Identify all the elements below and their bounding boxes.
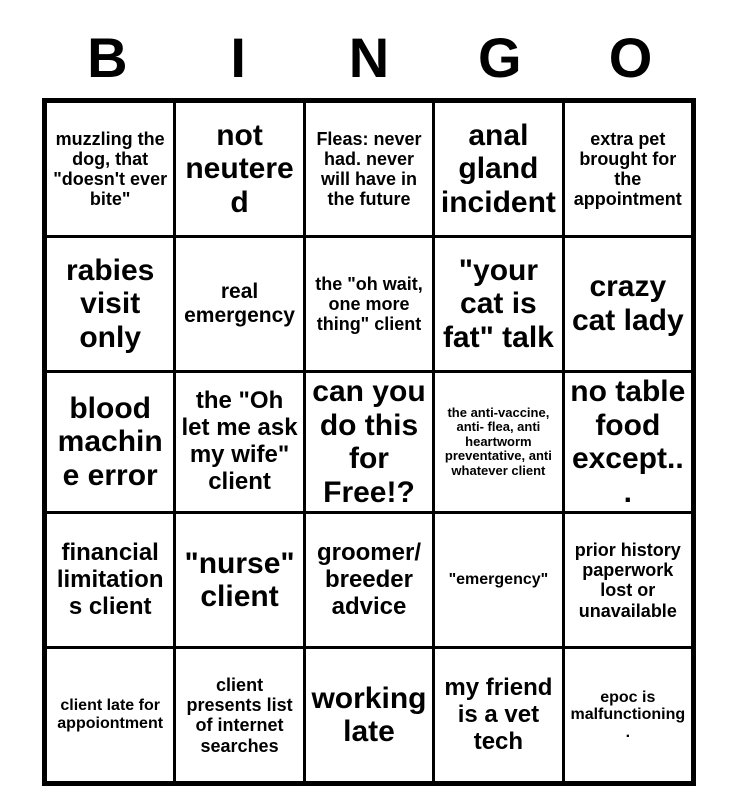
- header-letter-n: N: [348, 26, 390, 89]
- bingo-cell-text: "your cat is fat" talk: [442, 253, 554, 354]
- bingo-cell[interactable]: [45, 372, 175, 513]
- bingo-row: [45, 372, 694, 513]
- bingo-cell[interactable]: [304, 513, 433, 648]
- bingo-cell-text: not neutered: [185, 118, 294, 219]
- bingo-row: [45, 648, 694, 784]
- header-letter-b: B: [87, 26, 128, 89]
- bingo-cell[interactable]: [175, 237, 304, 372]
- bingo-cell-text: extra pet brought for the appointment: [573, 128, 682, 210]
- bingo-cell[interactable]: [45, 237, 175, 372]
- bingo-cell-text: prior history paperwork lost or unavailable: [574, 540, 681, 621]
- bingo-cell-text: real emergency: [184, 280, 295, 327]
- bingo-cell-text: "emergency": [448, 571, 549, 589]
- bingo-cell[interactable]: [563, 372, 693, 513]
- bingo-cell[interactable]: [434, 237, 563, 372]
- bingo-row: [45, 101, 694, 237]
- bingo-cell[interactable]: [434, 648, 563, 784]
- bingo-cell-text: the "oh wait, one more thing" client: [315, 273, 423, 335]
- bingo-row: [45, 513, 694, 648]
- header-letter-i: I: [230, 26, 246, 89]
- bingo-cell-text: client late for appoiontment: [57, 697, 164, 733]
- bingo-row: [45, 237, 694, 372]
- bingo-cell[interactable]: [175, 372, 304, 513]
- bingo-cell-text: Fleas: never had. never will have in the future: [316, 128, 422, 210]
- bingo-cell[interactable]: [563, 648, 693, 784]
- bingo-cell[interactable]: [563, 513, 693, 648]
- bingo-cell[interactable]: [434, 513, 563, 648]
- bingo-cell-text: my friend is a vet tech: [444, 674, 553, 755]
- bingo-cell[interactable]: [45, 513, 175, 648]
- header-letter-o: O: [608, 26, 653, 89]
- bingo-cell[interactable]: [304, 101, 433, 237]
- bingo-cell-text: can you do this for Free!?: [312, 375, 426, 509]
- bingo-cell[interactable]: [175, 101, 304, 237]
- bingo-cell-text: groomer/ breeder advice: [316, 539, 421, 620]
- bingo-cell[interactable]: [45, 648, 175, 784]
- bingo-cell[interactable]: [434, 101, 563, 237]
- bingo-header: [42, 0, 696, 98]
- bingo-cell-text: financial limitations client: [56, 539, 164, 620]
- bingo-cell-text: rabies visit only: [65, 253, 155, 354]
- bingo-cell-text: the anti-vaccine, anti- flea, anti heartworm preventative, anti whatever client: [444, 404, 552, 478]
- bingo-cell[interactable]: [175, 513, 304, 648]
- bingo-cell[interactable]: [304, 372, 433, 513]
- bingo-cell-text: no table food except...: [570, 375, 686, 509]
- header-letter-g: G: [478, 26, 522, 89]
- bingo-cell[interactable]: [304, 237, 433, 372]
- bingo-cell[interactable]: [45, 101, 175, 237]
- bingo-cell[interactable]: [563, 101, 693, 237]
- bingo-cell-text: "nurse" client: [184, 546, 295, 614]
- bingo-cell-text: client presents list of internet searches: [186, 675, 293, 756]
- bingo-cell[interactable]: [434, 372, 563, 513]
- bingo-cell-text: working late: [311, 681, 427, 749]
- bingo-cell-text: crazy cat lady: [571, 270, 684, 337]
- bingo-cell[interactable]: [304, 648, 433, 784]
- bingo-cell-text: blood machine error: [57, 391, 163, 492]
- bingo-cell-text: muzzling the dog, that "doesn't ever bite": [53, 128, 168, 210]
- bingo-cell[interactable]: [563, 237, 693, 372]
- bingo-cell-text: the "Oh let me ask my wife" client: [181, 387, 298, 496]
- bingo-cell-text: epoc is malfunctioning.: [570, 688, 686, 742]
- bingo-cell[interactable]: [175, 648, 304, 784]
- bingo-grid: [42, 98, 696, 786]
- bingo-cell-text: anal gland incident: [440, 118, 556, 219]
